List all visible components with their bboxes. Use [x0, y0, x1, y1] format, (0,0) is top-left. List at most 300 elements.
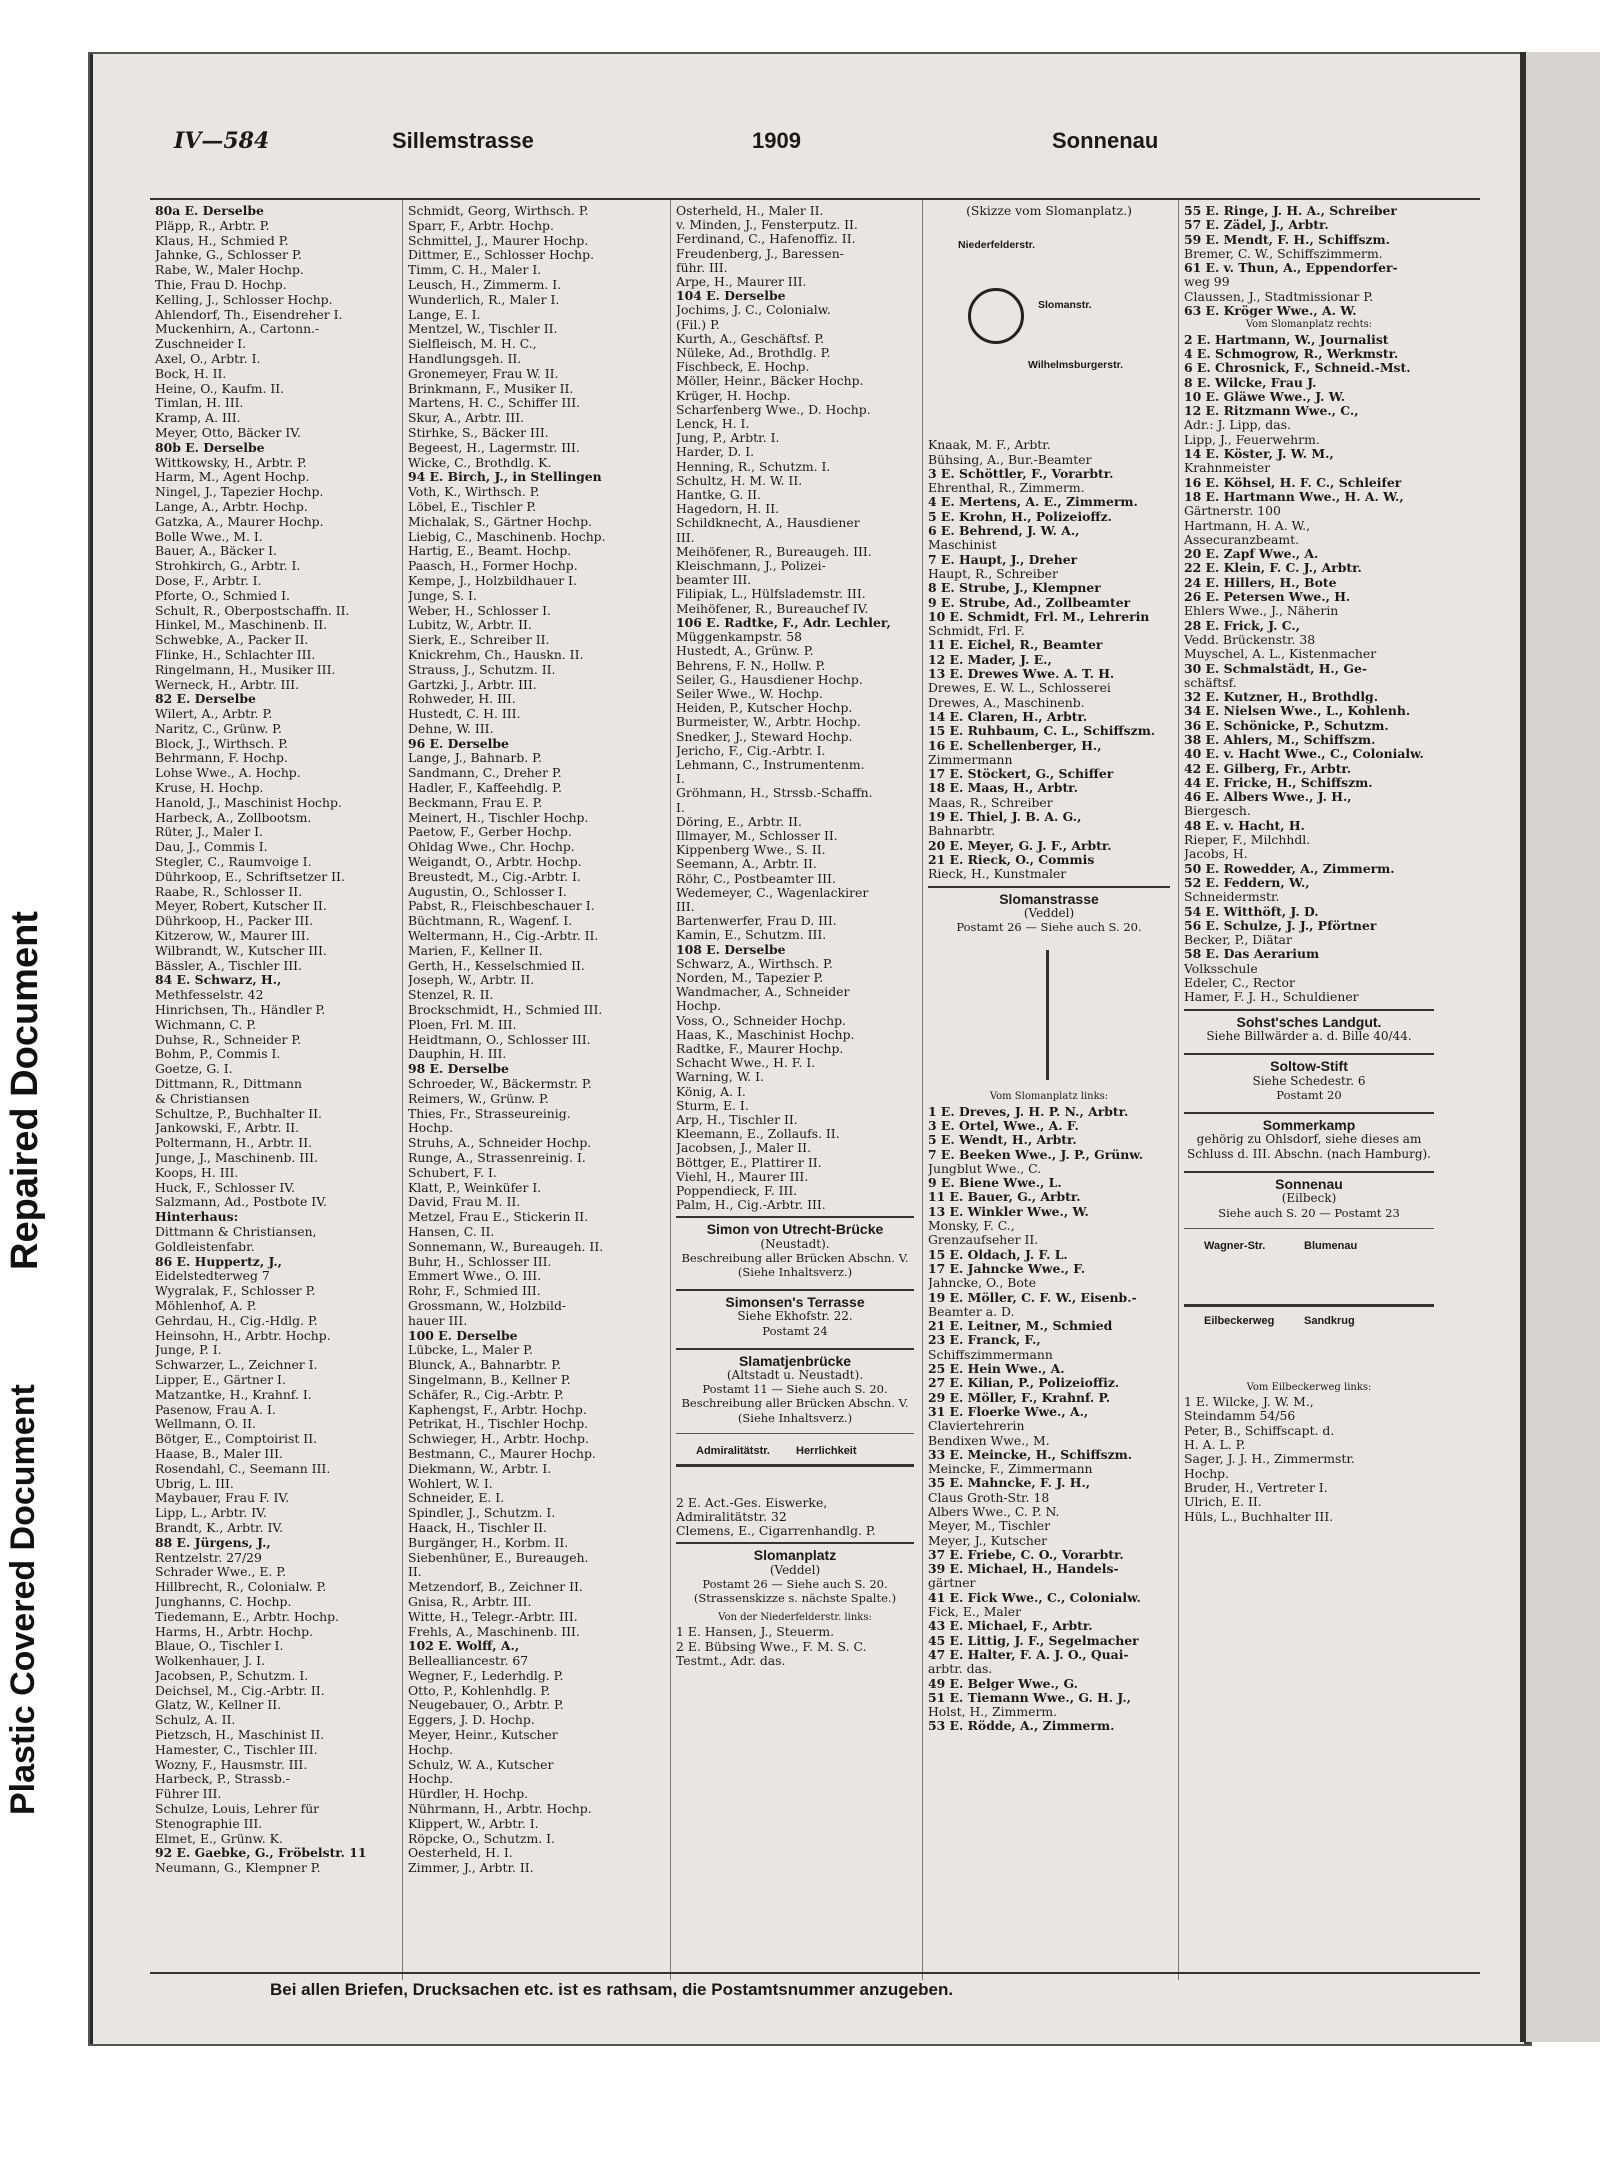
directory-entry: Kitzerow, W., Maurer III.: [155, 929, 310, 944]
directory-entry: Möller, Heinr., Bäcker Hochp.: [676, 374, 864, 389]
house-number-entry: 28 E. Frick, J. C.,: [1184, 618, 1300, 633]
directory-entry: Wozny, F., Hausmstr. III.: [155, 1757, 308, 1772]
directory-entry: Arp, H., Tischler II.: [676, 1113, 798, 1127]
directory-entry: Hinkel, M., Maschinenb. II.: [155, 618, 328, 633]
directory-entry: Grossmann, W., Holzbild-: [408, 1298, 567, 1313]
directory-entry: Goldleistenfabr.: [155, 1239, 255, 1254]
house-number-entry: 24 E. Hillers, H., Bote: [1184, 575, 1337, 590]
directory-entry: Skur, A., Arbtr. III.: [408, 411, 525, 426]
house-number-entry: 11 E. Bauer, G., Arbtr.: [928, 1190, 1081, 1205]
directory-entry: Edeler, C., Rector: [1184, 976, 1295, 991]
directory-entry: Buhr, H., Schlosser III.: [408, 1254, 552, 1269]
directory-entry: 2 E. Act.-Ges. Eiswerke,: [676, 1495, 828, 1510]
box-title: Sommerkamp: [1262, 1117, 1356, 1134]
directory-entry: Schacht Wwe., H. F. I.: [676, 1056, 816, 1071]
directory-entry: beamter III.: [676, 573, 752, 588]
directory-entry: Harbeck, P., Strassb.-: [155, 1772, 290, 1787]
directory-entry: Bohm, P., Commis I.: [155, 1047, 281, 1062]
house-number-entry: 7 E. Haupt, J., Dreher: [928, 552, 1078, 567]
house-number-entry: 26 E. Petersen Wwe., H.: [1184, 590, 1351, 605]
house-number-entry: 52 E. Feddern, W.,: [1184, 875, 1310, 890]
directory-entry: Gerth, H., Kesselschmied II.: [408, 958, 585, 973]
directory-entry: Rohweder, H. III.: [408, 692, 516, 707]
directory-entry: Burgänger, H., Korbm. II.: [408, 1535, 569, 1550]
house-number-entry: 16 E. Schellenberger, H.,: [928, 738, 1102, 753]
directory-entry: Brinkmann, F., Musiker II.: [408, 381, 574, 396]
directory-entry: Claus Groth-Str. 18: [928, 1490, 1050, 1505]
directory-entry: Zimmer, J., Arbtr. II.: [408, 1861, 534, 1876]
directory-entry: Seiler Wwe., W. Hochp.: [676, 686, 823, 701]
directory-entry: Stirhke, S., Bäcker III.: [408, 425, 549, 440]
directory-entry: Monsky, F. C.,: [928, 1219, 1015, 1234]
directory-entry: Vedd. Brückenstr. 38: [1184, 632, 1316, 647]
directory-entry: Döring, E., Arbtr. II.: [676, 814, 802, 829]
street-info-box: [676, 1542, 914, 1611]
house-number-entry: 11 E. Eichel, R., Beamter: [928, 638, 1103, 653]
directory-entry: Henning, R., Schutzm. I.: [676, 459, 831, 474]
directory-entry: Bahnarbtr.: [928, 824, 996, 839]
directory-entry: Stenographie III.: [155, 1816, 263, 1831]
directory-entry: Hamester, C., Tischler III.: [155, 1742, 318, 1757]
directory-entry: Schulz, A. II.: [155, 1713, 236, 1728]
box-body: Postamt 24: [762, 1323, 828, 1338]
directory-entry: Arpe, H., Maurer III.: [676, 275, 807, 290]
page-number: IV—584: [174, 128, 270, 154]
directory-entry: Bässler, A., Tischler III.: [155, 958, 302, 973]
directory-entry: Haase, B., Maler III.: [155, 1446, 283, 1461]
box-subtitle: Siehe Billwärder a. d. Bille 40/44.: [1206, 1028, 1412, 1043]
directory-entry: Zuschneider I.: [155, 337, 247, 352]
house-number-entry: 34 E. Nielsen Wwe., L., Kohlenh.: [1184, 704, 1411, 719]
box-body: Postamt 26 — Siehe auch S. 20.: [956, 920, 1142, 935]
directory-entry: Dittmer, E., Schlosser Hochp.: [408, 248, 595, 263]
directory-entry: Wandmacher, A., Schneider: [676, 985, 850, 1000]
directory-entry: Goetze, G. I.: [155, 1062, 233, 1077]
directory-entry: Heidtmann, O., Schlosser III.: [408, 1032, 591, 1047]
box-body: Postamt 26 — Siehe auch S. 20. (Strassenskizze s. nächste Spalte.): [693, 1576, 897, 1606]
directory-entry: Brockschmidt, H., Schmied III.: [408, 1003, 603, 1018]
house-number-entry: 88 E. Jürgens, J.,: [155, 1535, 271, 1550]
box-subtitle: gehörig zu Ohlsdorf, siehe dieses am Schluss d. III. Abschn. (nach Hamburg).: [1187, 1132, 1431, 1161]
directory-entry: Schwarzer, L., Zeichner I.: [155, 1358, 318, 1373]
directory-entry: Drewes, A., Maschinenb.: [928, 695, 1085, 710]
section-note: Vom Slomanplatz rechts:: [1245, 319, 1373, 331]
directory-entry: Blunck, A., Bahnarbtr. P.: [408, 1358, 561, 1373]
directory-entry: Zimmermann: [928, 752, 1013, 767]
directory-column-4: [928, 204, 1170, 1734]
house-number-entry: 10 E. Schmidt, Frl. M., Lehrerin: [928, 609, 1150, 624]
column-divider: [402, 200, 403, 1980]
house-number-entry: 9 E. Biene Wwe., L.: [928, 1176, 1062, 1191]
directory-entry: Bendixen Wwe., M.: [928, 1433, 1050, 1448]
directory-entry: Hochp.: [676, 999, 722, 1014]
house-number-entry: 57 E. Zädel, J., Arbtr.: [1184, 218, 1329, 233]
directory-entry: Reimers, W., Grünw. P.: [408, 1091, 549, 1106]
house-number-entry: 47 E. Halter, F. A. J. O., Quai-: [928, 1647, 1129, 1662]
directory-entry: Hagedorn, H. II.: [676, 502, 780, 517]
directory-entry: Nüleke, Ad., Brothdlg. P.: [676, 346, 831, 361]
directory-entry: Schmidt, Georg, Wirthsch. P.: [408, 204, 589, 218]
house-number-entry: 84 E. Schwarz, H.,: [155, 973, 282, 988]
directory-entry: Metzendorf, B., Zeichner II.: [408, 1580, 583, 1595]
directory-entry: führ. III.: [676, 260, 728, 275]
house-number-entry: 18 E. Hartmann Wwe., H. A. W.,: [1184, 489, 1404, 504]
house-number-entry: 33 E. Meincke, H., Schiffszm.: [928, 1447, 1133, 1462]
roundabout-circle: [968, 288, 1024, 344]
house-number-entry: 17 E. Stöckert, G., Schiffer: [928, 767, 1114, 782]
directory-entry: Voth, K., Wirthsch. P.: [408, 485, 540, 500]
directory-entry: Mentzel, W., Tischler II.: [408, 322, 558, 337]
house-number-entry: 22 E. Klein, F. C. J., Arbtr.: [1184, 561, 1362, 576]
directory-entry: Pasenow, Frau A. I.: [155, 1402, 276, 1417]
directory-entry: I.: [676, 772, 685, 787]
house-number-entry: 31 E. Floerke Wwe., A.,: [928, 1404, 1089, 1419]
directory-entry: Behrens, F. N., Hollw. P.: [676, 658, 826, 673]
directory-entry: Timm, C. H., Maler I.: [408, 263, 542, 278]
directory-entry: Filipiak, L., Hülfslademstr. III.: [676, 587, 866, 602]
directory-entry: Meihöfener, R., Bureaugeh. III.: [676, 544, 872, 559]
directory-entry: Joseph, W., Arbtr. II.: [408, 973, 535, 988]
directory-entry: Struhs, A., Schneider Hochp.: [408, 1136, 592, 1151]
house-number-entry: 48 E. v. Hacht, H.: [1184, 818, 1305, 833]
directory-column-1: [155, 204, 400, 1876]
directory-entry: Weltermann, H., Cig.-Arbtr. II.: [408, 929, 599, 944]
box-title: Sonnenau: [1275, 1176, 1343, 1192]
directory-entry: Wilert, A., Arbtr. P.: [155, 707, 273, 722]
directory-entry: Ahlendorf, Th., Eisendreher I.: [155, 307, 343, 322]
directory-entry: Bruder, H., Vertreter I.: [1184, 1480, 1328, 1495]
directory-entry: Warning, W. I.: [676, 1070, 764, 1085]
directory-entry: Rüter, J., Maler I.: [155, 825, 263, 840]
directory-entry: David, Frau M. II.: [408, 1195, 521, 1210]
street-info-box: [1184, 1053, 1434, 1108]
house-number-entry: 8 E. Strube, J., Klempner: [928, 581, 1101, 596]
section-note: Vom Eilbeckerweg links:: [1246, 1381, 1372, 1393]
directory-entry: Schulz, W. A., Kutscher: [408, 1757, 554, 1772]
directory-entry: Axel, O., Arbtr. I.: [155, 351, 261, 366]
house-number-entry: 9 E. Strube, Ad., Zollbeamter: [928, 595, 1131, 610]
postal-footer-note: Bei allen Briefen, Drucksachen etc. ist es rathsam, die Postamtsnummer anzugeben.: [270, 1980, 954, 1999]
directory-entry: Lipp, J., Feuerwehrm.: [1184, 432, 1320, 447]
directory-entry: Dose, F., Arbtr. I.: [155, 573, 262, 588]
directory-entry: v. Minden, J., Fensterputz. II.: [676, 218, 858, 233]
directory-entry: Knickrehm, Ch., Hauskn. II.: [408, 647, 584, 662]
directory-entry: Rosendahl, C., Seemann III.: [155, 1461, 331, 1476]
directory-entry: Paasch, H., Former Hochp.: [408, 559, 578, 574]
house-number-entry: 4 E. Schmogrow, R., Werkmstr.: [1184, 346, 1399, 361]
directory-entry: Lübcke, L., Maler P.: [408, 1343, 533, 1358]
directory-entry: Schwebke, A., Packer II.: [155, 633, 309, 648]
directory-entry: Hochp.: [408, 1772, 454, 1787]
directory-entry: Begeest, H., Lagermstr. III.: [408, 440, 580, 455]
right-street-heading: Sonnenau: [1052, 128, 1159, 153]
directory-entry: Harms, H., Arbtr. Hochp.: [155, 1624, 313, 1639]
directory-entry: Schneider, E. I.: [408, 1491, 505, 1506]
directory-entry: Jankowski, F., Arbtr. II.: [155, 1121, 300, 1136]
directory-entry: Lange, E. I.: [408, 307, 481, 322]
repaired-document-label: Repaired Document: [4, 911, 46, 1270]
box-subtitle: (Eilbeck): [1281, 1191, 1337, 1206]
house-number-entry: 94 E. Birch, J., in Stellingen: [408, 470, 602, 485]
directory-entry: Muyschel, A. L., Kistenmacher: [1184, 647, 1377, 662]
directory-entry: Junghanns, C. Hochp.: [155, 1594, 292, 1609]
map-street-label: Admiralitätstr.: [696, 1444, 770, 1457]
directory-entry: Rabe, W., Maler Hochp.: [155, 263, 304, 278]
house-number-entry: 42 E. Gilberg, Fr., Arbtr.: [1184, 761, 1352, 776]
header-rule: [150, 198, 1480, 200]
directory-column-5: [1184, 204, 1434, 1524]
directory-entry: 1 E. Hansen, J., Steuerm.: [676, 1625, 835, 1640]
house-number-entry: 55 E. Ringe, J. H. A., Schreiber: [1184, 204, 1397, 218]
directory-entry: Snedker, J., Steward Hochp.: [676, 729, 853, 744]
directory-entry: Ningel, J., Tapezier Hochp.: [155, 485, 324, 500]
house-number-entry: 98 E. Derselbe: [408, 1062, 509, 1077]
directory-entry: Schwarz, A., Wirthsch. P.: [676, 956, 833, 971]
house-number-entry: 44 E. Fricke, H., Schiffszm.: [1184, 775, 1373, 790]
house-number-entry: 13 E. Winkler Wwe., W.: [928, 1204, 1089, 1219]
directory-entry: Schiffszimmermann: [928, 1347, 1053, 1362]
directory-entry: Kamin, E., Schutzm. III.: [676, 928, 827, 943]
directory-entry: Meincke, F., Zimmermann: [928, 1462, 1093, 1477]
directory-entry: Bartenwerfer, Frau D. III.: [676, 914, 837, 929]
directory-entry: Hadler, F., Kaffeehdlg. P.: [408, 781, 562, 796]
box-subtitle: Siehe Ekhofstr. 22.: [737, 1309, 853, 1324]
directory-entry: Schmidt, Frl. F.: [928, 624, 1025, 639]
directory-entry: Thie, Frau D. Hochp.: [155, 277, 287, 292]
directory-entry: (Fil.) P.: [676, 317, 720, 332]
directory-entry: Deichsel, M., Cig.-Arbtr. II.: [155, 1683, 325, 1698]
directory-entry: König, A. I.: [676, 1084, 746, 1099]
directory-entry: Strauss, J., Schutzm. II.: [408, 662, 556, 677]
house-number-entry: 61 E. v. Thun, A., Eppendorfer-: [1184, 261, 1398, 276]
directory-entry: Radtke, F., Maurer Hochp.: [676, 1041, 844, 1056]
map-street-label: Herrlichkeit: [796, 1444, 857, 1457]
directory-entry: Kramp, A. III.: [155, 411, 241, 426]
directory-entry: Otto, P., Kohlenhdlg. P.: [408, 1683, 551, 1698]
directory-entry: Leusch, H., Zimmerm. I.: [408, 277, 562, 292]
page-edge: [1520, 52, 1600, 2042]
house-number-entry: 19 E. Möller, C. F. W., Eisenb.-: [928, 1290, 1137, 1305]
directory-entry: Wegner, F., Lederhdlg. P.: [408, 1668, 564, 1683]
directory-entry: Schubert, F. I.: [408, 1165, 497, 1180]
house-number-entry: Hinterhaus:: [155, 1210, 239, 1225]
directory-entry: Heine, O., Kaufm. II.: [155, 381, 285, 396]
directory-entry: Büchtmann, R., Wagenf. I.: [408, 914, 573, 929]
box-title: Slamatjenbrücke: [738, 1352, 852, 1369]
directory-entry: Ploen, Frl. M. III.: [408, 1017, 517, 1032]
left-street-heading: Sillemstrasse: [392, 128, 534, 153]
directory-entry: Meyer, Heinr., Kutscher: [408, 1728, 558, 1743]
directory-entry: Duhse, R., Schneider P.: [155, 1032, 302, 1047]
box-title: Simonsen's Terrasse: [725, 1294, 865, 1311]
directory-entry: Junge, P. I.: [155, 1343, 222, 1358]
directory-entry: Salzmann, Ad., Postbote IV.: [155, 1195, 327, 1210]
directory-entry: Naritz, C., Grünw. P.: [155, 721, 282, 736]
directory-entry: Claviertehrerin: [928, 1419, 1025, 1434]
directory-entry: Stegler, C., Raumvoige I.: [155, 855, 312, 870]
directory-entry: Lipper, E., Gärtner I.: [155, 1372, 286, 1387]
directory-entry: Blaue, O., Tischler I.: [155, 1639, 284, 1654]
directory-entry: Stenzel, R. II.: [408, 988, 494, 1003]
house-number-entry: 20 E. Zapf Wwe., A.: [1184, 547, 1319, 562]
directory-entry: Poltermann, H., Arbtr. II.: [155, 1136, 313, 1151]
box-body: Postamt 20: [1276, 1087, 1342, 1102]
street-info-box: [676, 1348, 914, 1431]
directory-entry: Müggenkampstr. 58: [676, 630, 802, 645]
directory-entry: Assecuranzbeamt.: [1184, 532, 1300, 547]
directory-entry: Becker, P., Diätar: [1184, 933, 1292, 948]
directory-entry: & Christiansen: [155, 1091, 250, 1106]
directory-entry: Schult, R., Oberpostschaffn. II.: [155, 603, 350, 618]
directory-entry: Palm, H., Cig.-Arbtr. III.: [676, 1198, 826, 1213]
directory-entry: Sturm, E. I.: [676, 1098, 749, 1113]
house-number-entry: 32 E. Kutzner, H., Brothdlg.: [1184, 690, 1379, 705]
house-number-entry: 12 E. Ritzmann Wwe., C.,: [1184, 404, 1359, 419]
map-street-label: Sandkrug: [1304, 1314, 1355, 1327]
plastic-covered-label: Plastic Covered Document: [4, 1384, 42, 1815]
directory-entry: Bauer, A., Bäcker I.: [155, 544, 277, 559]
house-number-entry: 59 E. Mendt, F. H., Schiffszm.: [1184, 232, 1390, 247]
house-number-entry: 10 E. Gläwe Wwe., J. W.: [1184, 389, 1346, 404]
directory-entry: Junge, J., Maschinenb. III.: [155, 1151, 318, 1165]
year-heading: 1909: [752, 128, 801, 153]
directory-entry: hauer III.: [408, 1313, 468, 1328]
directory-entry: Röhr, C., Postbeamter III.: [676, 871, 836, 886]
directory-entry: Wedemeyer, C., Wagenlackirer: [676, 885, 869, 900]
directory-entry: Hillbrecht, R., Colonialw. P.: [155, 1580, 327, 1595]
directory-entry: Sparr, F., Arbtr. Hochp.: [408, 218, 554, 233]
directory-entry: III.: [676, 899, 695, 914]
house-number-entry: 15 E. Oldach, J. F. L.: [928, 1247, 1068, 1262]
house-number-entry: 2 E. Hartmann, W., Journalist: [1184, 332, 1389, 347]
directory-entry: Muckenhirn, A., Cartonn.-: [155, 322, 320, 337]
directory-entry: Hürdler, H. Hochp.: [408, 1787, 529, 1802]
directory-entry: Heinsohn, H., Arbtr. Hochp.: [155, 1328, 331, 1343]
directory-column-3: [676, 204, 914, 1668]
directory-entry: Seiler, G., Hausdiener Hochp.: [676, 672, 863, 687]
directory-entry: Meihöfener, R., Bureauchef IV.: [676, 601, 869, 616]
directory-entry: Hantke, G. II.: [676, 488, 761, 503]
directory-entry: Voss, O., Schneider Hochp.: [676, 1013, 846, 1028]
directory-entry: Haupt, R., Schreiber: [928, 566, 1058, 581]
directory-entry: Clemens, E., Cigarrenhandlg. P.: [676, 1524, 876, 1539]
house-number-entry: 5 E. Krohn, H., Polizeioffz.: [928, 509, 1112, 524]
directory-entry: Wilbrandt, W., Kutscher III.: [155, 943, 327, 958]
house-number-entry: 96 E. Derselbe: [408, 736, 509, 751]
directory-entry: Rohr, F., Schmied III.: [408, 1284, 541, 1299]
directory-entry: Elmet, E., Grünw. K.: [155, 1831, 283, 1846]
directory-entry: Harder, D. I.: [676, 445, 755, 460]
directory-entry: Möhlenhof, A. P.: [155, 1298, 257, 1313]
house-number-entry: 51 E. Tiemann Wwe., G. H. J.,: [928, 1690, 1131, 1705]
directory-entry: 2 E. Bübsing Wwe., F. M. S. C.: [676, 1639, 867, 1654]
directory-entry: Martens, H. C., Schiffer III.: [408, 396, 581, 411]
house-number-entry: 80b E. Derselbe: [155, 440, 265, 455]
directory-entry: Ehrenthal, R., Zimmerm.: [928, 481, 1085, 496]
directory-entry: Jacobsen, P., Schutzm. I.: [155, 1668, 309, 1683]
slomanplatz-sketch: [928, 218, 1170, 438]
directory-entry: Sager, J. J. H., Zimmermstr.: [1184, 1452, 1355, 1467]
house-number-entry: 15 E. Ruhbaum, C. L., Schiffszm.: [928, 724, 1156, 739]
column-divider: [670, 200, 671, 1980]
house-number-entry: 63 E. Kröger Wwe., A. W.: [1184, 304, 1357, 319]
directory-entry: Seemann, A., Arbtr. II.: [676, 857, 817, 872]
directory-entry: Eidelstedterweg 7: [155, 1269, 270, 1284]
directory-entry: Volksschule: [1184, 961, 1258, 976]
directory-entry: Poppendieck, F. III.: [676, 1184, 798, 1199]
directory-entry: Jericho, F., Cig.-Arbtr. I.: [676, 743, 826, 758]
directory-entry: Spindler, J., Schutzm. I.: [408, 1506, 556, 1521]
directory-entry: Pietzsch, H., Maschinist II.: [155, 1728, 325, 1743]
directory-entry: Bestmann, C., Maurer Hochp.: [408, 1446, 596, 1461]
house-number-entry: 40 E. v. Hacht Wwe., C., Colonialw.: [1184, 747, 1424, 762]
directory-entry: arbtr. das.: [928, 1662, 993, 1677]
house-number-entry: 16 E. Köhsel, H. F. C., Schleifer: [1184, 475, 1402, 490]
house-number-entry: 54 E. Witthöft, J. D.: [1184, 904, 1319, 919]
directory-entry: Dührkoop, H., Packer III.: [155, 914, 314, 929]
directory-entry: Dauphin, H. III.: [408, 1047, 507, 1062]
street-sketch-map: [676, 1433, 914, 1494]
directory-entry: Behrmann, F. Hochp.: [155, 751, 288, 766]
directory-entry: Röpcke, O., Schutzm. I.: [408, 1831, 555, 1846]
directory-entry: Meyer, Otto, Bäcker IV.: [155, 425, 301, 440]
house-number-entry: 100 E. Derselbe: [408, 1328, 518, 1343]
directory-entry: Peter, B., Schiffscapt. d.: [1184, 1423, 1335, 1438]
directory-entry: Hartig, E., Beamt. Hochp.: [408, 544, 572, 559]
directory-entry: Gröhmann, H., Strssb.-Schaffn.: [676, 786, 873, 801]
directory-entry: Matzantke, H., Krahnf. I.: [155, 1387, 312, 1402]
directory-entry: Strohkirch, G., Arbtr. I.: [155, 559, 301, 574]
directory-entry: Claussen, J., Stadtmissionar P.: [1184, 289, 1374, 304]
directory-entry: Werneck, H., Arbtr. III.: [155, 677, 300, 692]
street-info-box: [1184, 1009, 1434, 1050]
directory-entry: Bolle Wwe., M. I.: [155, 529, 263, 544]
house-number-entry: 6 E. Behrend, J. W. A.,: [928, 524, 1080, 539]
directory-entry: Klippert, W., Arbtr. I.: [408, 1816, 539, 1831]
house-number-entry: 38 E. Ahlers, M., Schiffszm.: [1184, 732, 1376, 747]
directory-entry: Lehmann, C., Instrumentenm.: [676, 757, 865, 772]
house-number-entry: 53 E. Rödde, A., Zimmerm.: [928, 1719, 1115, 1734]
map-street-label: Blumenau: [1304, 1239, 1358, 1252]
directory-entry: Dittmann & Christiansen,: [155, 1224, 317, 1239]
directory-entry: Jahncke, O., Bote: [928, 1276, 1037, 1291]
house-number-entry: 3 E. Schöttler, F., Vorarbtr.: [928, 466, 1114, 481]
box-subtitle: (Veddel): [1023, 905, 1075, 920]
directory-entry: Scharfenberg Wwe., D. Hochp.: [676, 402, 871, 417]
house-number-entry: 20 E. Meyer, G. J. F., Arbtr.: [928, 838, 1112, 853]
directory-entry: Viehl, H., Maurer III.: [676, 1169, 809, 1184]
directory-entry: Meyer, J., Kutscher: [928, 1533, 1048, 1548]
house-number-entry: 7 E. Beeken Wwe., J. P., Grünw.: [928, 1147, 1144, 1162]
directory-entry: Thies, Fr., Strasseureinig.: [408, 1106, 571, 1121]
column-divider: [1178, 200, 1179, 1980]
directory-entry: Eggers, J. D. Hochp.: [408, 1713, 535, 1728]
box-subtitle: Siehe Schedestr. 6: [1252, 1073, 1366, 1088]
box-body: Beschreibung aller Brücken Abschn. V. (Siehe Inhaltsverz.): [681, 1250, 909, 1280]
directory-entry: Drewes, E. W. L., Schlosserei: [928, 681, 1111, 696]
directory-entry: Kleemann, E., Zollaufs. II.: [676, 1127, 840, 1142]
directory-entry: Liebig, C., Maschinenb. Hochp.: [408, 529, 606, 544]
directory-entry: Augustin, O., Schlosser I.: [408, 884, 567, 899]
directory-entry: H. A. L. P.: [1184, 1438, 1246, 1453]
map-street-label: Eilbeckerweg: [1204, 1314, 1275, 1327]
directory-entry: Bellealliancestr. 67: [408, 1654, 529, 1669]
directory-entry: Harm, M., Agent Hochp.: [155, 470, 310, 485]
box-title: Simon von Utrecht-Brücke: [706, 1221, 884, 1238]
directory-entry: Hustedt, C. H. III.: [408, 707, 521, 722]
directory-entry: Handlungsgeh. II.: [408, 351, 522, 366]
street-info-box: [928, 886, 1170, 941]
